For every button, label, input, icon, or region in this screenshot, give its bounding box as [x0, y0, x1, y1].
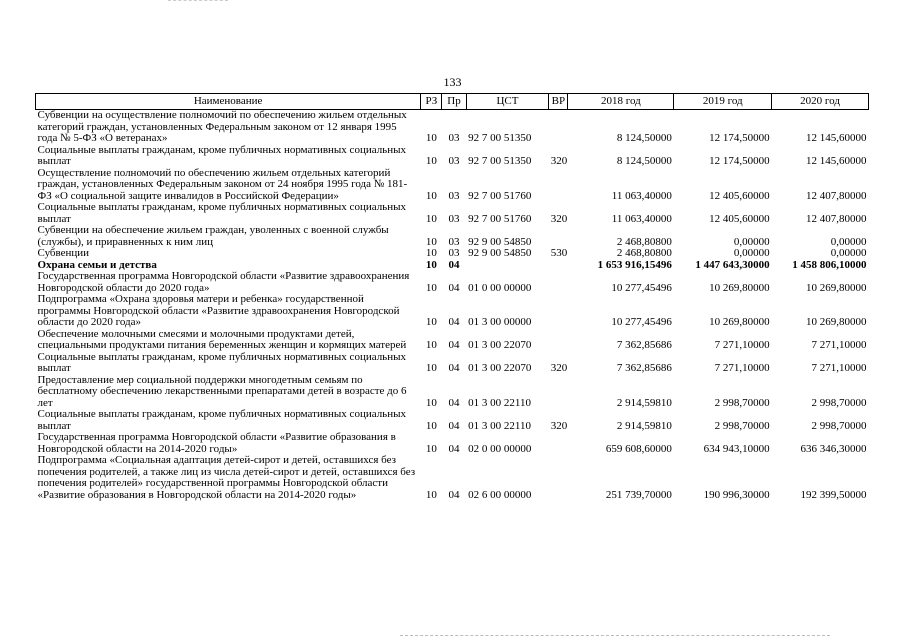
row-pr: 04 [448, 362, 460, 374]
row-value-2018: 2 468,80800 [616, 247, 672, 259]
row-pr: 03 [448, 132, 460, 144]
table-row [36, 202, 869, 225]
row-value-2018: 11 063,40000 [611, 189, 672, 202]
row-rz: 10 [425, 362, 437, 374]
table-row [36, 329, 869, 352]
row-value-2020: 7 271,10000 [811, 339, 867, 351]
row-value-2018: 11 063,40000 [611, 212, 672, 225]
row-value-2019: 7 271,10000 [714, 339, 770, 351]
row-name: Подпрограмма «Охрана здоровья матери и ребенка» государственной программы Новгородской области «Развитие здравоохранения Новгородской области до 2020 года» [37, 293, 400, 328]
row-cst: 01 3 00 00000 [468, 316, 532, 328]
row-cst: 01 3 00 22110 [468, 419, 531, 432]
header-vr: ВР [549, 94, 568, 110]
row-vr [549, 455, 568, 501]
row-cst: 92 7 00 51350 [468, 155, 532, 167]
row-cst: 92 7 00 51350 [468, 132, 532, 144]
row-name: Субвенции на осуществление полномочий по обеспечению жильем отдельных категорий граждан, установленных Федеральным законом от 12 января 1995 года № 5-ФЗ «О ветеранах» [37, 109, 407, 144]
row-cst: 01 3 00 22070 [468, 339, 532, 351]
table-row [36, 455, 869, 501]
row-value-2019: 0,00000 [733, 235, 770, 248]
row-vr [549, 168, 568, 203]
row-value-2018: 2 914,59810 [616, 396, 672, 409]
row-value-2019: 12 174,50000 [709, 155, 770, 167]
header-cst: ЦСТ [466, 94, 549, 110]
row-value-2020: 2 998,70000 [811, 396, 867, 409]
row-value-2018: 251 739,70000 [605, 488, 672, 501]
row-value-2018: 10 277,45496 [611, 316, 672, 328]
row-rz: 10 [425, 316, 437, 328]
row-value-2019: 2 998,70000 [714, 396, 770, 409]
row-rz: 10 [425, 247, 437, 259]
row-vr: 320 [550, 212, 568, 225]
row-rz: 10 [425, 155, 437, 167]
row-cst: 02 6 00 00000 [468, 488, 532, 501]
header-rz: РЗ [421, 94, 442, 110]
row-name: Предоставление мер социальной поддержки многодетным семьям по бесплатному обеспечению лекарственными препаратами детей в возрасте до 6 лет [37, 373, 407, 409]
row-pr: 04 [448, 316, 460, 328]
row-name: Обеспечение молочными смесями и молочными продуктами детей, специальными продуктами питания беременных женщин и кормящих матерей [37, 327, 407, 351]
table-row [36, 352, 869, 375]
row-rz: 10 [425, 442, 437, 455]
row-rz: 10 [425, 132, 437, 144]
table-header-row [36, 94, 869, 110]
row-value-2019: 12 174,50000 [709, 132, 770, 144]
table-row [36, 110, 869, 145]
row-value-2020: 2 998,70000 [811, 419, 867, 432]
table-row [36, 409, 869, 432]
row-name: Подпрограмма «Социальная адаптация детей-сирот и детей, оставшихся без попечения родителей, а также лиц из числа детей-сирот и детей, оставшихся без попечения родителей» государственной программы Новгородской области «Развитие образования в Новгородской области на 2014-2020 годы» [37, 454, 416, 501]
row-value-2020: 636 346,30000 [800, 442, 867, 455]
table-row [36, 432, 869, 455]
row-value-2020: 10 269,80000 [806, 316, 867, 328]
row-pr: 04 [448, 419, 460, 432]
row-vr [549, 225, 568, 248]
table-row [36, 168, 869, 203]
row-value-2020: 12 145,60000 [806, 155, 867, 167]
row-pr: 03 [448, 247, 460, 259]
row-name: Субвенции [37, 247, 90, 259]
row-vr [549, 110, 568, 145]
row-pr: 04 [448, 258, 460, 271]
row-name: Социальные выплаты гражданам, кроме публичных нормативных социальных выплат [37, 143, 406, 167]
row-value-2020: 12 145,60000 [806, 132, 867, 144]
row-cst: 92 9 00 54850 [468, 235, 532, 248]
row-pr: 03 [448, 155, 460, 167]
row-cst: 01 3 00 22070 [468, 362, 532, 374]
row-vr: 320 [550, 155, 568, 167]
row-pr: 04 [448, 488, 460, 501]
row-pr: 04 [448, 396, 460, 409]
row-rz: 10 [425, 189, 437, 202]
row-name: Осуществление полномочий по обеспечению жильем отдельных категорий граждан, установленных Федеральным законом от 24 ноября 1995 года № 181-ФЗ «О социальной защите инвалидов в Российской Федерации» [37, 166, 408, 202]
row-rz: 10 [425, 396, 437, 409]
table-row [36, 271, 869, 294]
header-2020: 2020 год [772, 94, 869, 110]
row-vr [549, 329, 568, 352]
row-value-2019: 2 998,70000 [714, 419, 770, 432]
row-cst [466, 260, 549, 272]
row-pr: 03 [448, 212, 460, 225]
row-value-2019: 0,00000 [733, 247, 770, 259]
row-value-2020: 0,00000 [830, 235, 867, 248]
header-2019: 2019 год [674, 94, 772, 110]
row-name: Государственная программа Новгородской области «Развитие образования в Новгородской области на 2014-2020 годы» [37, 431, 396, 455]
row-name: Социальные выплаты гражданам, кроме публичных нормативных социальных выплат [37, 350, 406, 374]
row-rz: 10 [425, 212, 437, 225]
header-pr: Пр [442, 94, 466, 110]
row-value-2018: 2 468,80800 [616, 235, 672, 248]
row-name: Субвенции на обеспечение жильем граждан, уволенных с военной службы (службы), и приравненных к ним лиц [37, 224, 389, 248]
row-name: Социальные выплаты гражданам, кроме публичных нормативных социальных выплат [37, 408, 406, 432]
row-value-2019: 190 996,30000 [703, 488, 770, 501]
row-cst: 01 0 00 00000 [468, 281, 532, 294]
row-pr: 03 [448, 189, 460, 202]
table-row [36, 145, 869, 168]
table-body [36, 110, 869, 502]
row-value-2019: 12 405,60000 [709, 212, 770, 225]
table-row [36, 294, 869, 329]
row-name: Государственная программа Новгородской области «Развитие здравоохранения Новгородской области до 2020 года» [37, 270, 410, 294]
row-rz: 10 [425, 419, 437, 432]
header-name: Наименование [36, 94, 421, 110]
row-value-2020: 12 407,80000 [806, 189, 867, 202]
row-value-2020: 0,00000 [830, 247, 867, 259]
row-value-2020: 1 458 806,10000 [792, 258, 867, 271]
row-pr: 03 [448, 235, 460, 248]
row-vr: 320 [550, 419, 568, 432]
row-value-2018: 2 914,59810 [616, 419, 672, 432]
row-value-2019: 10 269,80000 [709, 281, 770, 294]
header-2018: 2018 год [568, 94, 674, 110]
row-rz: 10 [425, 258, 437, 271]
row-cst: 92 9 00 54850 [468, 247, 532, 259]
scan-artifact-top [168, 0, 228, 3]
row-value-2019: 12 405,60000 [709, 189, 770, 202]
row-value-2018: 10 277,45496 [611, 281, 672, 294]
row-value-2018: 7 362,85686 [616, 362, 672, 374]
row-vr [549, 375, 568, 410]
row-value-2019: 10 269,80000 [709, 316, 770, 328]
row-value-2018: 1 653 916,15496 [597, 258, 672, 271]
row-value-2019: 1 447 643,30000 [695, 258, 770, 271]
table-row [36, 248, 869, 260]
row-value-2020: 10 269,80000 [806, 281, 867, 294]
row-pr: 04 [448, 442, 460, 455]
row-value-2018: 8 124,50000 [616, 155, 672, 167]
budget-table [35, 93, 869, 501]
row-vr [549, 271, 568, 294]
row-vr: 320 [550, 362, 568, 374]
row-vr [549, 432, 568, 455]
row-pr: 04 [448, 339, 460, 351]
row-rz: 10 [425, 339, 437, 351]
row-cst: 92 7 00 51760 [468, 212, 532, 225]
row-name: Охрана семьи и детства [37, 258, 157, 271]
row-vr: 530 [550, 247, 568, 259]
row-value-2020: 192 399,50000 [800, 488, 867, 501]
row-cst: 01 3 00 22110 [468, 396, 531, 409]
row-pr: 04 [448, 281, 460, 294]
row-name: Социальные выплаты гражданам, кроме публичных нормативных социальных выплат [37, 201, 406, 225]
row-cst: 92 7 00 51760 [468, 189, 532, 202]
row-value-2020: 7 271,10000 [811, 362, 867, 374]
table-row [36, 375, 869, 410]
row-value-2018: 659 608,60000 [605, 442, 672, 455]
row-value-2018: 8 124,50000 [616, 132, 672, 144]
table-row [36, 225, 869, 248]
row-value-2018: 7 362,85686 [616, 339, 672, 351]
row-rz: 10 [425, 235, 437, 248]
row-value-2019: 7 271,10000 [714, 362, 770, 374]
row-cst: 02 0 00 00000 [468, 442, 532, 455]
row-value-2019: 634 943,10000 [703, 442, 770, 455]
row-rz: 10 [425, 281, 437, 294]
scan-artifact-bottom [400, 635, 830, 640]
row-vr [549, 294, 568, 329]
row-value-2020: 12 407,80000 [806, 212, 867, 225]
page-number: 133 [443, 75, 462, 89]
row-rz: 10 [425, 488, 437, 501]
row-vr [549, 260, 568, 272]
